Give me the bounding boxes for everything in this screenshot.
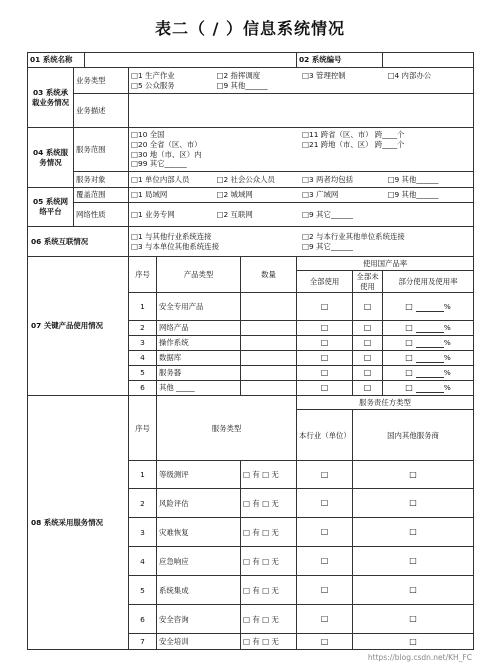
all-used-checkbox[interactable]: □ — [297, 293, 353, 321]
all-used-checkbox[interactable]: □ — [297, 321, 353, 336]
industry-header: 本行业（单位） — [297, 410, 353, 461]
product-row-type: 安全专用产品 — [157, 293, 241, 321]
object-opt-3[interactable]: □3 两者均包括 — [302, 174, 354, 184]
scope-opt-10[interactable]: □10 全国 — [131, 129, 165, 139]
service-row-no: 4 — [129, 547, 157, 576]
nature-opt-2[interactable]: □2 互联网 — [216, 209, 253, 219]
partial-used-checkbox[interactable]: □ — [405, 301, 413, 311]
business-type-label: 业务类型 — [74, 68, 129, 94]
product-row-qty[interactable] — [241, 336, 297, 351]
none-used-checkbox[interactable]: □ — [353, 293, 383, 321]
coverage-opt-3[interactable]: □3 广域网 — [302, 190, 339, 200]
service-yn-toggle[interactable]: □ 有 □ 无 — [241, 605, 297, 634]
all-used-checkbox[interactable]: □ — [297, 381, 353, 396]
partial-rate-field[interactable] — [416, 340, 444, 348]
business-desc-field[interactable] — [129, 94, 474, 128]
service-row-type: 安全培训 — [157, 634, 241, 650]
product-row-no: 5 — [129, 366, 157, 381]
service-yn-toggle[interactable]: □ 有 □ 无 — [241, 547, 297, 576]
system-id-label: 02 系统编号 — [297, 53, 383, 68]
industry-checkbox[interactable]: □ — [297, 461, 353, 489]
service-row-type: 等级测评 — [157, 461, 241, 489]
page-title: 表二（ / ）信息系统情况 — [155, 19, 345, 38]
product-row-qty[interactable] — [241, 366, 297, 381]
service-no-header: 序号 — [129, 396, 157, 461]
business-type-opt-2[interactable]: □2 指挥调度 — [216, 70, 261, 80]
product-row-qty[interactable] — [241, 293, 297, 321]
product-row-qty[interactable] — [241, 321, 297, 336]
partial-used-checkbox[interactable]: □ — [405, 368, 413, 378]
sec-08-label: 08 系统采用服务情况 — [28, 396, 129, 650]
industry-checkbox[interactable]: □ — [297, 576, 353, 605]
pct-unit: % — [443, 383, 451, 393]
none-used-checkbox[interactable]: □ — [353, 321, 383, 336]
industry-checkbox[interactable]: □ — [297, 489, 353, 518]
service-row-no: 1 — [129, 461, 157, 489]
object-opt-1[interactable]: □1 单位内部人员 — [131, 174, 190, 184]
service-yn-toggle[interactable]: □ 有 □ 无 — [241, 634, 297, 650]
system-name-field[interactable] — [85, 53, 297, 68]
pct-unit: % — [443, 368, 451, 378]
all-used-checkbox[interactable]: □ — [297, 351, 353, 366]
none-used-checkbox[interactable]: □ — [353, 351, 383, 366]
domestic-checkbox[interactable]: □ — [353, 489, 474, 518]
domestic-checkbox[interactable]: □ — [353, 461, 474, 489]
business-type-opt-9[interactable]: □9 其他______ — [216, 80, 268, 90]
domestic-checkbox[interactable]: □ — [353, 634, 474, 650]
all-used-header: 全部使用 — [297, 271, 353, 293]
product-row-no: 4 — [129, 351, 157, 366]
none-used-checkbox[interactable]: □ — [353, 336, 383, 351]
service-row-no: 7 — [129, 634, 157, 650]
partial-used-checkbox[interactable]: □ — [405, 383, 413, 393]
partial-used-checkbox[interactable]: □ — [405, 353, 413, 363]
domestic-checkbox[interactable]: □ — [353, 605, 474, 634]
pct-unit: % — [443, 353, 451, 363]
domestic-checkbox[interactable]: □ — [353, 547, 474, 576]
scope-opt-30[interactable]: □30 地（市、区）内 — [131, 149, 202, 159]
scope-opt-21[interactable]: □21 跨地（市、区） 跨____个 — [302, 139, 405, 149]
partial-rate-field[interactable] — [416, 370, 444, 378]
product-row-type: 网络产品 — [157, 321, 241, 336]
domestic-checkbox[interactable]: □ — [353, 518, 474, 547]
domestic-provider-header: 国内其他服务商 — [353, 410, 474, 461]
product-row-type: 操作系统 — [157, 336, 241, 351]
service-row-no: 5 — [129, 576, 157, 605]
product-qty-header: 数量 — [241, 257, 297, 293]
sec-07-label: 07 关键产品使用情况 — [28, 257, 129, 396]
industry-checkbox[interactable]: □ — [297, 634, 353, 650]
all-used-checkbox[interactable]: □ — [297, 366, 353, 381]
partial-used-checkbox[interactable]: □ — [405, 323, 413, 333]
scope-opt-99[interactable]: □99 其它______ — [131, 159, 187, 169]
business-type-opt-5[interactable]: □5 公众服务 — [131, 80, 175, 90]
service-row-no: 6 — [129, 605, 157, 634]
business-desc-label: 业务描述 — [74, 94, 129, 128]
scope-opt-20[interactable]: □20 全省（区、市） — [131, 139, 202, 149]
service-row-type: 应急响应 — [157, 547, 241, 576]
domestic-checkbox[interactable]: □ — [353, 576, 474, 605]
system-name-label: 01 系统名称 — [28, 53, 85, 68]
partial-used-checkbox[interactable]: □ — [405, 338, 413, 348]
all-used-checkbox[interactable]: □ — [297, 336, 353, 351]
service-row-no: 3 — [129, 518, 157, 547]
coverage-opt-9[interactable]: □9 其他______ — [387, 190, 439, 200]
sec-04-label: 04 系统服务情况 — [28, 128, 74, 188]
business-type-opt-3[interactable]: □3 管理控制 — [302, 70, 346, 80]
domestic-rate-header: 使用国产品率 — [297, 257, 474, 271]
sec-06-label: 06 系统互联情况 — [28, 227, 129, 257]
industry-checkbox[interactable]: □ — [297, 605, 353, 634]
object-opt-2[interactable]: □2 社会公众人员 — [216, 174, 275, 184]
service-yn-toggle[interactable]: □ 有 □ 无 — [241, 518, 297, 547]
service-row-type: 风险评估 — [157, 489, 241, 518]
product-row-type: 其他 _____ — [157, 381, 241, 396]
partial-rate-field[interactable] — [416, 325, 444, 333]
sec-05-label: 05 系统网络平台 — [28, 188, 74, 227]
service-row-type: 安全咨询 — [157, 605, 241, 634]
partial-rate-field[interactable] — [416, 355, 444, 363]
network-nature-label: 网络性质 — [74, 203, 129, 227]
product-type-header: 产品类型 — [157, 257, 241, 293]
object-opt-9[interactable]: □9 其他______ — [387, 174, 439, 184]
industry-checkbox[interactable]: □ — [297, 518, 353, 547]
service-row-type: 灾难恢复 — [157, 518, 241, 547]
product-row-qty[interactable] — [241, 351, 297, 366]
service-type-header: 服务类型 — [157, 396, 297, 461]
service-row-type: 系统集成 — [157, 576, 241, 605]
none-used-header: 全部未使用 — [353, 271, 383, 293]
service-row-no: 2 — [129, 489, 157, 518]
coverage-opt-2[interactable]: □2 城域网 — [216, 190, 253, 200]
pct-unit: % — [443, 338, 451, 348]
partial-rate-field[interactable] — [416, 385, 444, 393]
sec-03-label: 03 系统承载业务情况 — [28, 68, 74, 128]
business-type-opt-4[interactable]: □4 内部办公 — [387, 70, 432, 80]
partial-used-header: 部分使用及使用率 — [383, 271, 474, 293]
business-type-opt-1[interactable]: □1 生产作业 — [131, 70, 175, 80]
product-row-no: 1 — [129, 293, 157, 321]
service-yn-toggle[interactable]: □ 有 □ 无 — [241, 489, 297, 518]
interconn-opt-2[interactable]: □2 与本行业其他单位系统连接 — [302, 231, 405, 241]
partial-rate-field[interactable] — [416, 304, 444, 312]
service-yn-toggle[interactable]: □ 有 □ 无 — [241, 576, 297, 605]
product-row-no: 6 — [129, 381, 157, 396]
product-row-type: 数据库 — [157, 351, 241, 366]
pct-unit: % — [443, 323, 451, 333]
product-row-type: 服务器 — [157, 366, 241, 381]
interconn-opt-1[interactable]: □1 与其他行业系统连接 — [131, 231, 212, 241]
interconn-opt-9[interactable]: □9 其它______ — [302, 241, 354, 251]
product-row-no: 3 — [129, 336, 157, 351]
industry-checkbox[interactable]: □ — [297, 547, 353, 576]
none-used-checkbox[interactable]: □ — [353, 366, 383, 381]
service-yn-toggle[interactable]: □ 有 □ 无 — [241, 461, 297, 489]
provider-type-header: 服务责任方类型 — [297, 396, 474, 410]
coverage-opt-1[interactable]: □1 局域网 — [131, 190, 168, 200]
nature-opt-9[interactable]: □9 其它______ — [302, 209, 354, 219]
system-id-field[interactable] — [383, 53, 474, 68]
nature-opt-1[interactable]: □1 业务专网 — [131, 209, 175, 219]
product-row-qty[interactable] — [241, 381, 297, 396]
pct-unit: % — [443, 301, 451, 311]
scope-opt-11[interactable]: □11 跨省（区、市） 跨____个 — [302, 129, 405, 139]
interconn-opt-3[interactable]: □3 与本单位其他系统连接 — [131, 241, 219, 251]
coverage-label: 覆盖范围 — [74, 188, 129, 203]
none-used-checkbox[interactable]: □ — [353, 381, 383, 396]
service-scope-label: 服务范围 — [74, 128, 129, 172]
product-row-no: 2 — [129, 321, 157, 336]
info-system-form — [27, 52, 474, 650]
watermark: https://blog.csdn.net/KH_FC — [367, 653, 472, 662]
service-object-label: 服务对象 — [74, 172, 129, 188]
product-no-header: 序号 — [129, 257, 157, 293]
